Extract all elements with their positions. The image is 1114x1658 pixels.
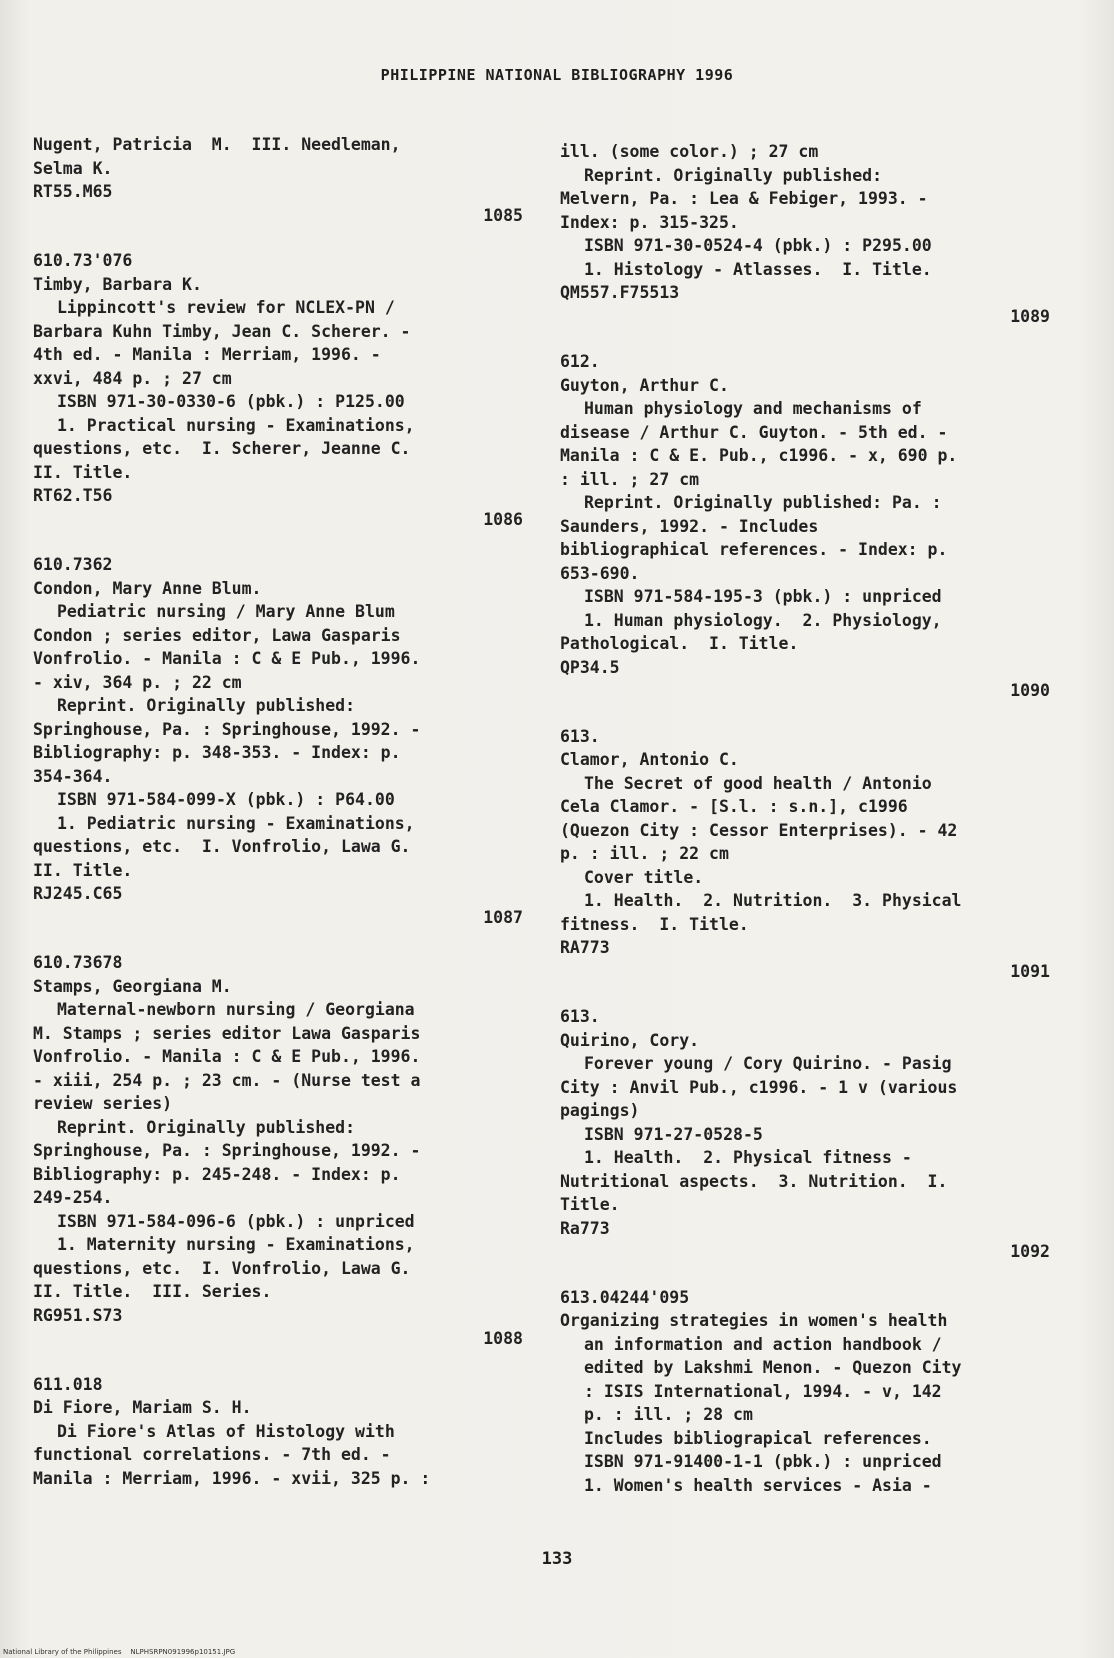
entry-line: questions, etc. I. Vonfrolio, Lawa G. xyxy=(33,837,411,856)
entry-line: 1. Health. 2. Nutrition. 3. Physical xyxy=(584,891,962,910)
entry-line: Saunders, 1992. - Includes xyxy=(560,516,819,536)
entry-line: RJ245.C65 xyxy=(33,884,123,903)
entry-line: RG951.S73 xyxy=(33,1305,123,1325)
entry-line: Condon, Mary Anne Blum. xyxy=(33,578,262,598)
entry-line: Bibliography: p. 245-248. - Index: p. xyxy=(33,1164,401,1184)
entry-line: Index: p. 315-325. xyxy=(560,212,739,232)
entry-line: City : Anvil Pub., c1996. - 1 v (various xyxy=(560,1077,958,1097)
entry-line: ISBN 971-27-0528-5 xyxy=(584,1124,763,1144)
entry-line: Cover title. xyxy=(584,867,704,887)
right-column xyxy=(560,140,1050,1497)
entry-line: 1. Health. 2. Physical fitness - xyxy=(584,1148,912,1167)
entry-line: Di Fiore, Mariam S. H. xyxy=(33,1398,252,1417)
entry-number: 1085 xyxy=(483,205,523,225)
entry-spacer xyxy=(560,703,1050,725)
entry-line: - xiv, 364 p. ; 22 cm xyxy=(33,672,242,692)
entry-line: Selma K. xyxy=(33,158,113,178)
entry-line: an information and action handbook / xyxy=(584,1334,942,1354)
entry-number: 1086 xyxy=(483,509,523,529)
entry-line: questions, etc. I. Vonfrolio, Lawa G. xyxy=(33,1258,411,1278)
entry-line: Manila : C & E. Pub., c1996. - x, 690 p. xyxy=(560,446,958,465)
entry-line: 354-364. xyxy=(33,766,113,786)
entry-line: : ISIS International, 1994. - v, 142 xyxy=(584,1381,942,1401)
entry-line: RT55.M65 xyxy=(33,182,113,201)
entry-line: 653-690. xyxy=(560,563,640,583)
entry-number: 1090 xyxy=(1010,681,1050,700)
entry-line: Nutritional aspects. 3. Nutrition. I. xyxy=(560,1171,948,1191)
entry-line: 610.73678 xyxy=(33,953,123,972)
page-number: 133 xyxy=(541,1549,573,1569)
entry-spacer xyxy=(560,328,1050,350)
entry-line: II. Title. xyxy=(33,462,133,482)
entry-line: 1. Practical nursing - Examinations, xyxy=(57,415,415,435)
entry-line: Springhouse, Pa. : Springhouse, 1992. - xyxy=(33,719,421,739)
entry-line: Vonfrolio. - Manila : C & E Pub., 1996. xyxy=(33,1047,421,1066)
entry-line: 613. xyxy=(560,1007,600,1026)
entry-line: Quirino, Cory. xyxy=(560,1030,700,1050)
entry-line: xxvi, 484 p. ; 27 cm xyxy=(33,368,232,388)
entry-line: Maternal-newborn nursing / Georgiana xyxy=(57,1000,415,1019)
entry-line: 1. Maternity nursing - Examinations, xyxy=(57,1235,415,1254)
entry-line: Forever young / Cory Quirino. - Pasig xyxy=(584,1054,952,1073)
entry-line: ISBN 971-91400-1-1 (pbk.) : unpriced xyxy=(584,1452,942,1471)
entry-line: Bibliography: p. 348-353. - Index: p. xyxy=(33,743,401,762)
entry-line: II. Title. III. Series. xyxy=(33,1282,272,1301)
entry-line: Organizing strategies in women's health xyxy=(560,1311,948,1330)
entry-line: questions, etc. I. Scherer, Jeanne C. xyxy=(33,439,411,458)
entry-line: 613. xyxy=(560,726,600,746)
entry-line: 1. Histology - Atlasses. I. Title. xyxy=(584,259,932,279)
entry-line: disease / Arthur C. Guyton. - 5th ed. - xyxy=(560,422,948,442)
entry-line: Reprint. Originally published: Pa. : xyxy=(584,493,942,512)
entry-line: Pediatric nursing / Mary Anne Blum xyxy=(57,602,395,621)
entry-line: QM557.F75513 xyxy=(560,283,680,302)
entry-number: 1087 xyxy=(483,907,523,927)
entry-line: fitness. I. Title. xyxy=(560,914,749,934)
entry-line: 610.7362 xyxy=(33,555,113,574)
entry-line: Melvern, Pa. : Lea & Febiger, 1993. - xyxy=(560,189,928,208)
entry-line: Vonfrolio. - Manila : C & E Pub., 1996. xyxy=(33,649,421,668)
entry-line: : ill. ; 27 cm xyxy=(560,469,700,489)
entry-line: ISBN 971-584-096-6 (pbk.) : unpriced xyxy=(57,1211,415,1231)
entry-line: 249-254. xyxy=(33,1188,113,1207)
entry-line: II. Title. xyxy=(33,860,133,880)
entry-spacer xyxy=(33,531,523,553)
entry-line: 4th ed. - Manila : Merriam, 1996. - xyxy=(33,345,381,364)
entry-line: Includes bibliograpical references. xyxy=(584,1428,932,1448)
entry-line: 613.04244'095 xyxy=(560,1287,690,1307)
entry-line: Title. xyxy=(560,1195,620,1214)
entry-spacer xyxy=(33,227,523,249)
entry-line: Timby, Barbara K. xyxy=(33,274,202,294)
entry-line: ISBN 971-30-0330-6 (pbk.) : P125.00 xyxy=(57,392,405,411)
entry-line: review series) xyxy=(33,1094,173,1113)
entry-line: Condon ; series editor, Lawa Gasparis xyxy=(33,625,401,645)
entry-line: 612. xyxy=(560,352,600,371)
page-header: PHILIPPINE NATIONAL BIBLIOGRAPHY 1996 xyxy=(380,66,734,84)
entry-line: p. : ill. ; 28 cm xyxy=(584,1405,753,1424)
entry-line: ISBN 971-584-195-3 (pbk.) : unpriced xyxy=(584,587,942,606)
entry-line: RA773 xyxy=(560,938,610,957)
entry-line: Pathological. I. Title. xyxy=(560,634,799,653)
scan-footer: National Library of the Philippines NLPHSRPN091996p10151.JPG xyxy=(3,1648,236,1656)
entry-line: (Quezon City : Cessor Enterprises). - 42 xyxy=(560,820,958,840)
entry-line: ISBN 971-584-099-X (pbk.) : P64.00 xyxy=(57,790,395,809)
entry-line: 611.018 xyxy=(33,1374,103,1394)
entry-line: bibliographical references. - Index: p. xyxy=(560,540,948,559)
entry-spacer xyxy=(33,929,523,951)
entry-number: 1089 xyxy=(1010,306,1050,326)
entry-line: Lippincott's review for NCLEX-PN / xyxy=(57,298,395,317)
entry-line: QP34.5 xyxy=(560,657,620,677)
entry-line: edited by Lakshmi Menon. - Quezon City xyxy=(584,1358,962,1377)
entry-line: ill. (some color.) ; 27 cm xyxy=(560,142,819,161)
entry-number: 1091 xyxy=(1010,961,1050,981)
entry-line: RT62.T56 xyxy=(33,486,113,505)
entry-spacer xyxy=(560,1264,1050,1286)
entry-line: - xiii, 254 p. ; 23 cm. - (Nurse test a xyxy=(33,1070,421,1090)
entry-spacer xyxy=(33,1351,523,1373)
entry-line: Ra773 xyxy=(560,1218,610,1238)
entry-line: Nugent, Patricia M. III. Needleman, xyxy=(33,135,401,154)
entry-line: ISBN 971-30-0524-4 (pbk.) : P295.00 xyxy=(584,236,932,255)
entry-line: 1. Human physiology. 2. Physiology, xyxy=(584,610,942,630)
entry-line: Reprint. Originally published: xyxy=(584,165,883,185)
entry-line: M. Stamps ; series editor Lawa Gasparis xyxy=(33,1023,421,1043)
entry-line: Di Fiore's Atlas of Histology with xyxy=(57,1421,395,1441)
entry-spacer xyxy=(560,983,1050,1005)
entry-line: Springhouse, Pa. : Springhouse, 1992. - xyxy=(33,1141,421,1160)
entry-line: 610.73'076 xyxy=(33,251,133,270)
entry-number: 1092 xyxy=(1010,1242,1050,1261)
entry-line: p. : ill. ; 22 cm xyxy=(560,844,729,863)
entry-line: Manila : Merriam, 1996. - xvii, 325 p. : xyxy=(33,1468,431,1488)
left-column xyxy=(33,133,523,1490)
entry-line: Human physiology and mechanisms of xyxy=(584,399,922,418)
entry-line: The Secret of good health / Antonio xyxy=(584,773,932,793)
entry-line: 1. Pediatric nursing - Examinations, xyxy=(57,813,415,833)
entry-line: functional correlations. - 7th ed. - xyxy=(33,1445,391,1464)
entry-line: pagings) xyxy=(560,1101,640,1120)
entry-line: Cela Clamor. - [S.l. : s.n.], c1996 xyxy=(560,797,908,816)
entry-line: Clamor, Antonio C. xyxy=(560,750,739,769)
entry-number: 1088 xyxy=(483,1329,523,1348)
entry-line: Guyton, Arthur C. xyxy=(560,375,729,395)
entry-line: 1. Women's health services - Asia - xyxy=(584,1475,932,1495)
entry-line: Reprint. Originally published: xyxy=(57,1117,356,1137)
entry-line: Stamps, Georgiana M. xyxy=(33,976,232,996)
entry-line: Barbara Kuhn Timby, Jean C. Scherer. - xyxy=(33,321,411,341)
entry-line: Reprint. Originally published: xyxy=(57,696,356,715)
